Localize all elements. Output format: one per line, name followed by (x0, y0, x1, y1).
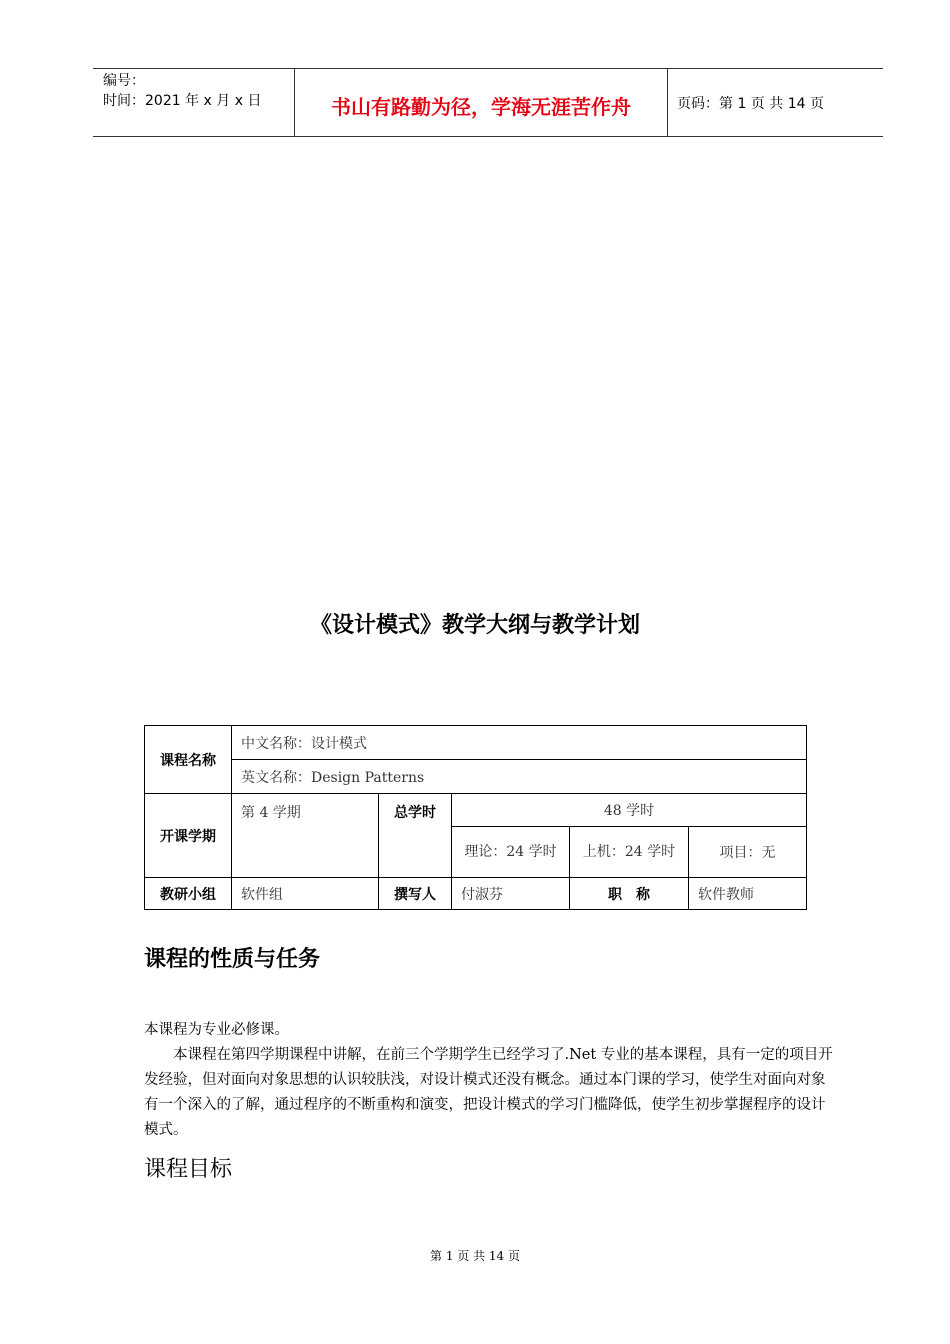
semester-value: 第 4 学期 (232, 794, 379, 878)
header-meta (103, 71, 261, 111)
semester-label: 开课学期 (145, 794, 232, 878)
course-info-table (144, 725, 807, 910)
document-time: 时间：2021 年 x 月 x 日 (103, 93, 262, 109)
nature-paragraph-2: 本课程在第四学期课程中讲解，在前三个学期学生已经学习了.Net 专业的基本课程，具有一定的项目开发经验，但对面向对象思想的认识较肤浅，对设计模式还没有概念。通过本门课的学习，使学生对面向对象有一个深入的了解，通过程序的不断重构和演变，把设计模式的学习门槛降低，使学生初步掌握程序的设计模式。 (144, 1047, 833, 1138)
course-chinese-name: 中文名称：设计模式 (232, 726, 807, 760)
header-motto: 书山有路勤为径，学海无涯苦作舟 (331, 95, 631, 119)
lab-hours: 上机：24 学时 (570, 827, 689, 878)
section-heading-goals: 课程目标 (144, 1157, 233, 1182)
author-label: 撰写人 (379, 878, 452, 910)
job-title-label: 职 称 (570, 878, 689, 910)
course-english-name: 英文名称：Design Patterns (232, 760, 807, 794)
theory-hours: 理论：24 学时 (452, 827, 570, 878)
group-label: 教研小组 (145, 878, 232, 910)
header-page-info: 页码：第 1 页 共 14 页 (677, 96, 824, 112)
nature-paragraph-1: 本课程为专业必修课。 (144, 1022, 289, 1038)
section-heading-nature: 课程的性质与任务 (144, 947, 321, 972)
author-value: 付淑芬 (452, 878, 570, 910)
document-number: 编号： (103, 73, 145, 89)
document-title: 《设计模式》教学大纲与教学计划 (309, 612, 640, 638)
project-hours: 项目：无 (689, 827, 807, 878)
total-hours-label: 总学时 (379, 794, 452, 878)
course-name-label: 课程名称 (145, 726, 232, 794)
page-header (93, 68, 883, 137)
group-value: 软件组 (232, 878, 379, 910)
page-footer: 第 1 页 共 14 页 (430, 1249, 520, 1263)
total-hours-value: 48 学时 (452, 794, 807, 827)
header-divider (667, 69, 668, 136)
job-title-value: 软件教师 (689, 878, 807, 910)
